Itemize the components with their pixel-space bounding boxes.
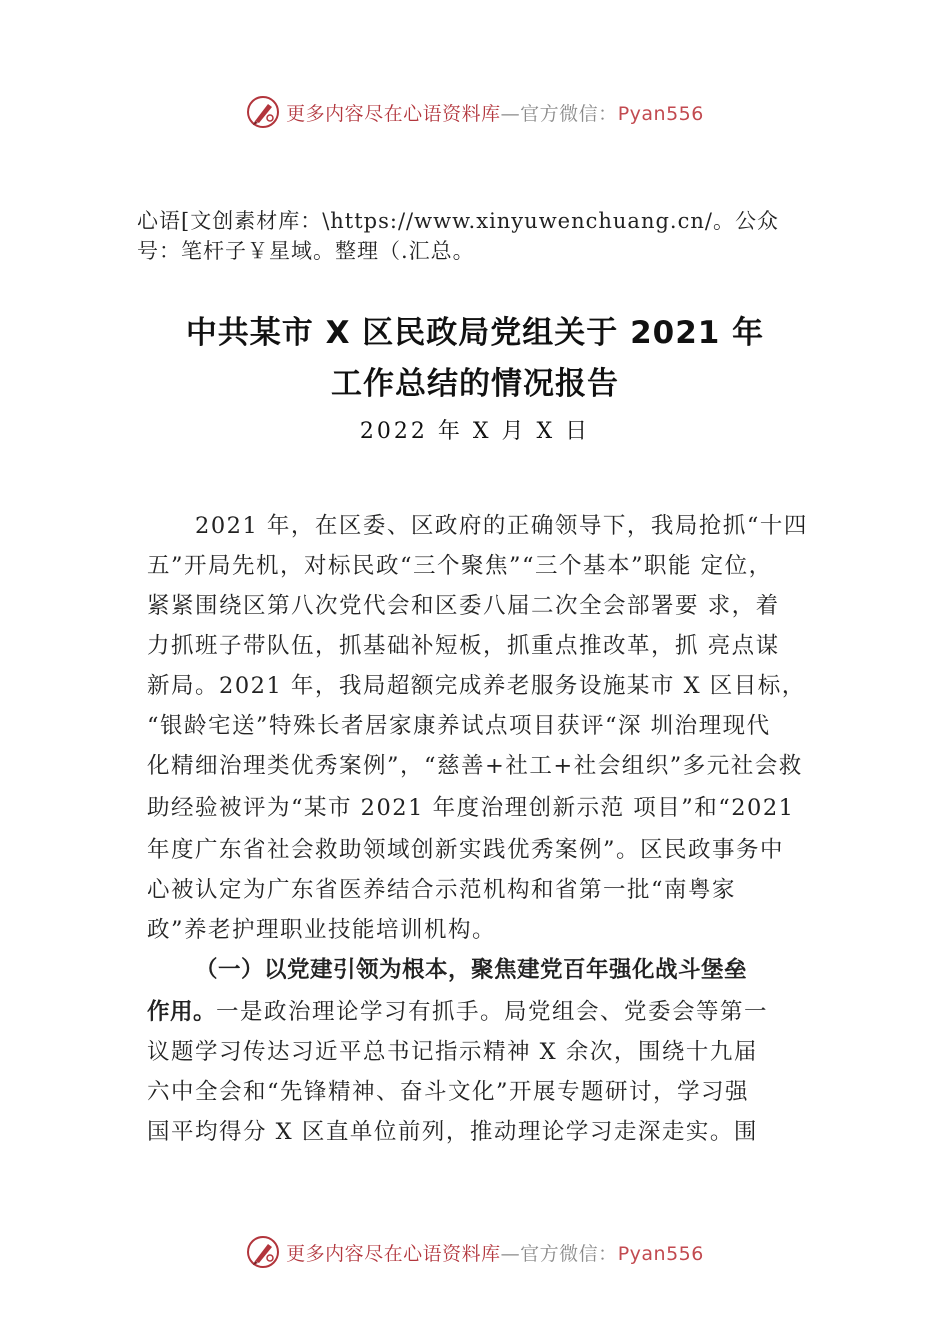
section-first-line xyxy=(147,994,768,1026)
body-line: 化精细治理类优秀案例”，“慈善+社工+社会组织”多元社会救 xyxy=(147,753,803,779)
pen-logo-icon xyxy=(246,95,280,129)
body-line: “银龄宅送”特殊长者居家康养试点项目获评“深 圳治理现代 xyxy=(147,713,771,739)
body-line: 年度广东省社会救助领域创新实践优秀案例”。区民政事务中 xyxy=(147,837,785,863)
document-date: 2022 年 X 月 X 日 xyxy=(359,419,591,444)
banner-text: 更多内容尽在心语资料库—官方微信：Pyan556 xyxy=(286,102,704,125)
section-heading: （一）以党建引领为根本，聚焦建党百年强化战斗堡垒 xyxy=(195,957,748,983)
top-banner xyxy=(0,92,950,132)
body-line: 新局。2021 年，我局超额完成养老服务设施某市 X 区目标， xyxy=(147,673,806,699)
bottom-banner xyxy=(0,1232,950,1272)
pen-logo-icon xyxy=(246,1235,280,1269)
section-line: 国平均得分 X 区直单位前列，推动理论学习走深走实。围 xyxy=(147,1119,758,1145)
body-line: 五”开局先机，对标民政“三个聚焦”“三个基本”职能 定位， xyxy=(147,553,773,579)
body-line: 政”养老护理职业技能培训机构。 xyxy=(147,917,497,943)
body-line: 助经验被评为“某市 2021 年度治理创新示范 项目”和“2021 xyxy=(147,795,795,821)
source-note-line-2: 号：笔杆子￥星域。整理（.汇总。 xyxy=(137,239,475,263)
banner-text: 更多内容尽在心语资料库—官方微信：Pyan556 xyxy=(286,1242,704,1265)
source-note-line-1: 心语[文创素材库：\https://www.xinyuwenchuang.cn/。公众 xyxy=(137,209,779,233)
body-line: 2021 年，在区委、区政府的正确领导下，我局抢抓“十四 xyxy=(195,513,808,539)
body-line: 心被认定为广东省医养结合示范机构和省第一批“南粤家 xyxy=(147,877,737,903)
body-line: 紧紧围绕区第八次党代会和区委八届二次全会部署要 求，着 xyxy=(147,593,780,619)
section-line: 六中全会和“先锋精神、奋斗文化”开展专题研讨，学习强 xyxy=(147,1079,750,1105)
document-title-line-2: 工作总结的情况报告 xyxy=(331,366,619,402)
section-heading-continuation: 作用。 xyxy=(147,999,217,1025)
body-line: 力抓班子带队伍，抓基础补短板，抓重点推改革，抓 亮点谋 xyxy=(147,633,780,659)
section-line: 议题学习传达习近平总书记指示精神 X 余次，围绕十九届 xyxy=(147,1039,758,1065)
source-note xyxy=(137,206,837,266)
section-line-text: 一是政治理论学习有抓手。局党组会、党委会等第一 xyxy=(216,999,769,1025)
document-title-line-1: 中共某市 X 区民政局党组关于 2021 年 xyxy=(185,315,765,351)
